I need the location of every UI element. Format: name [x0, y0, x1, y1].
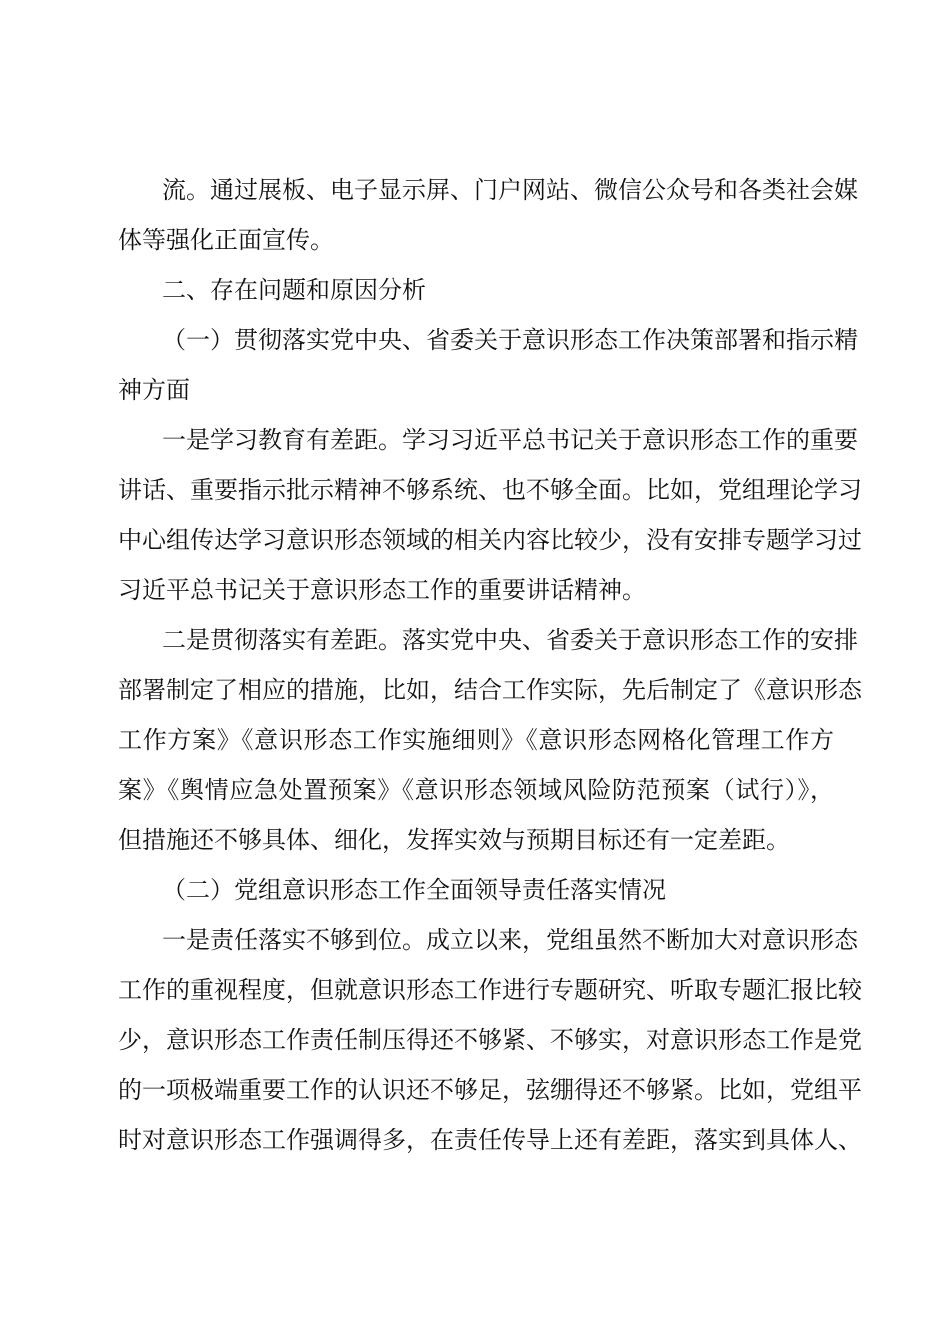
paragraph-line: 一是责任落实不够到位。成立以来，党组虽然不断加大对意识形态	[162, 926, 858, 954]
paragraph-line: 的一项极端重要工作的认识还不够足，弦绷得还不够紧。比如，党组平	[118, 1076, 862, 1104]
paragraph-line: 体等强化正面宣传。	[118, 226, 334, 254]
subsection-heading-continued: 神方面	[118, 376, 190, 404]
paragraph-line: 工作方案》《意识形态工作实施细则》《意识形态网格化管理工作方	[118, 726, 834, 754]
paragraph-line: 时对意识形态工作强调得多，在责任传导上还有差距，落实到具体人、	[118, 1126, 862, 1154]
paragraph-line: 但措施还不够具体、细化，发挥实效与预期目标还有一定差距。	[118, 826, 790, 854]
subsection-heading: （一）贯彻落实党中央、省委关于意识形态工作决策部署和指示精	[162, 326, 858, 354]
paragraph-line: 讲话、重要指示批示精神不够系统、也不够全面。比如，党组理论学习	[118, 476, 862, 504]
paragraph-line: 部署制定了相应的措施，比如，结合工作实际，先后制定了《意识形态	[118, 676, 862, 704]
paragraph-line: 二是贯彻落实有差距。落实党中央、省委关于意识形态工作的安排	[162, 626, 858, 654]
paragraph-line: 一是学习教育有差距。学习习近平总书记关于意识形态工作的重要	[162, 426, 858, 454]
paragraph-line: 工作的重视程度，但就意识形态工作进行专题研究、听取专题汇报比较	[118, 976, 862, 1004]
section-heading: 二、存在问题和原因分析	[162, 276, 426, 304]
paragraph-line: 习近平总书记关于意识形态工作的重要讲话精神。	[118, 576, 646, 604]
subsection-heading: （二）党组意识形态工作全面领导责任落实情况	[162, 876, 666, 904]
paragraph-line: 中心组传达学习意识形态领域的相关内容比较少，没有安排专题学习过	[118, 526, 862, 554]
paragraph-line: 少，意识形态工作责任制压得还不够紧、不够实，对意识形态工作是党	[118, 1026, 862, 1054]
paragraph-line: 流。通过展板、电子显示屏、门户网站、微信公众号和各类社会媒	[162, 176, 858, 204]
paragraph-line: 案》《舆情应急处置预案》《意识形态领域风险防范预案（试行）》，	[118, 776, 834, 804]
body-text	[118, 165, 862, 1165]
